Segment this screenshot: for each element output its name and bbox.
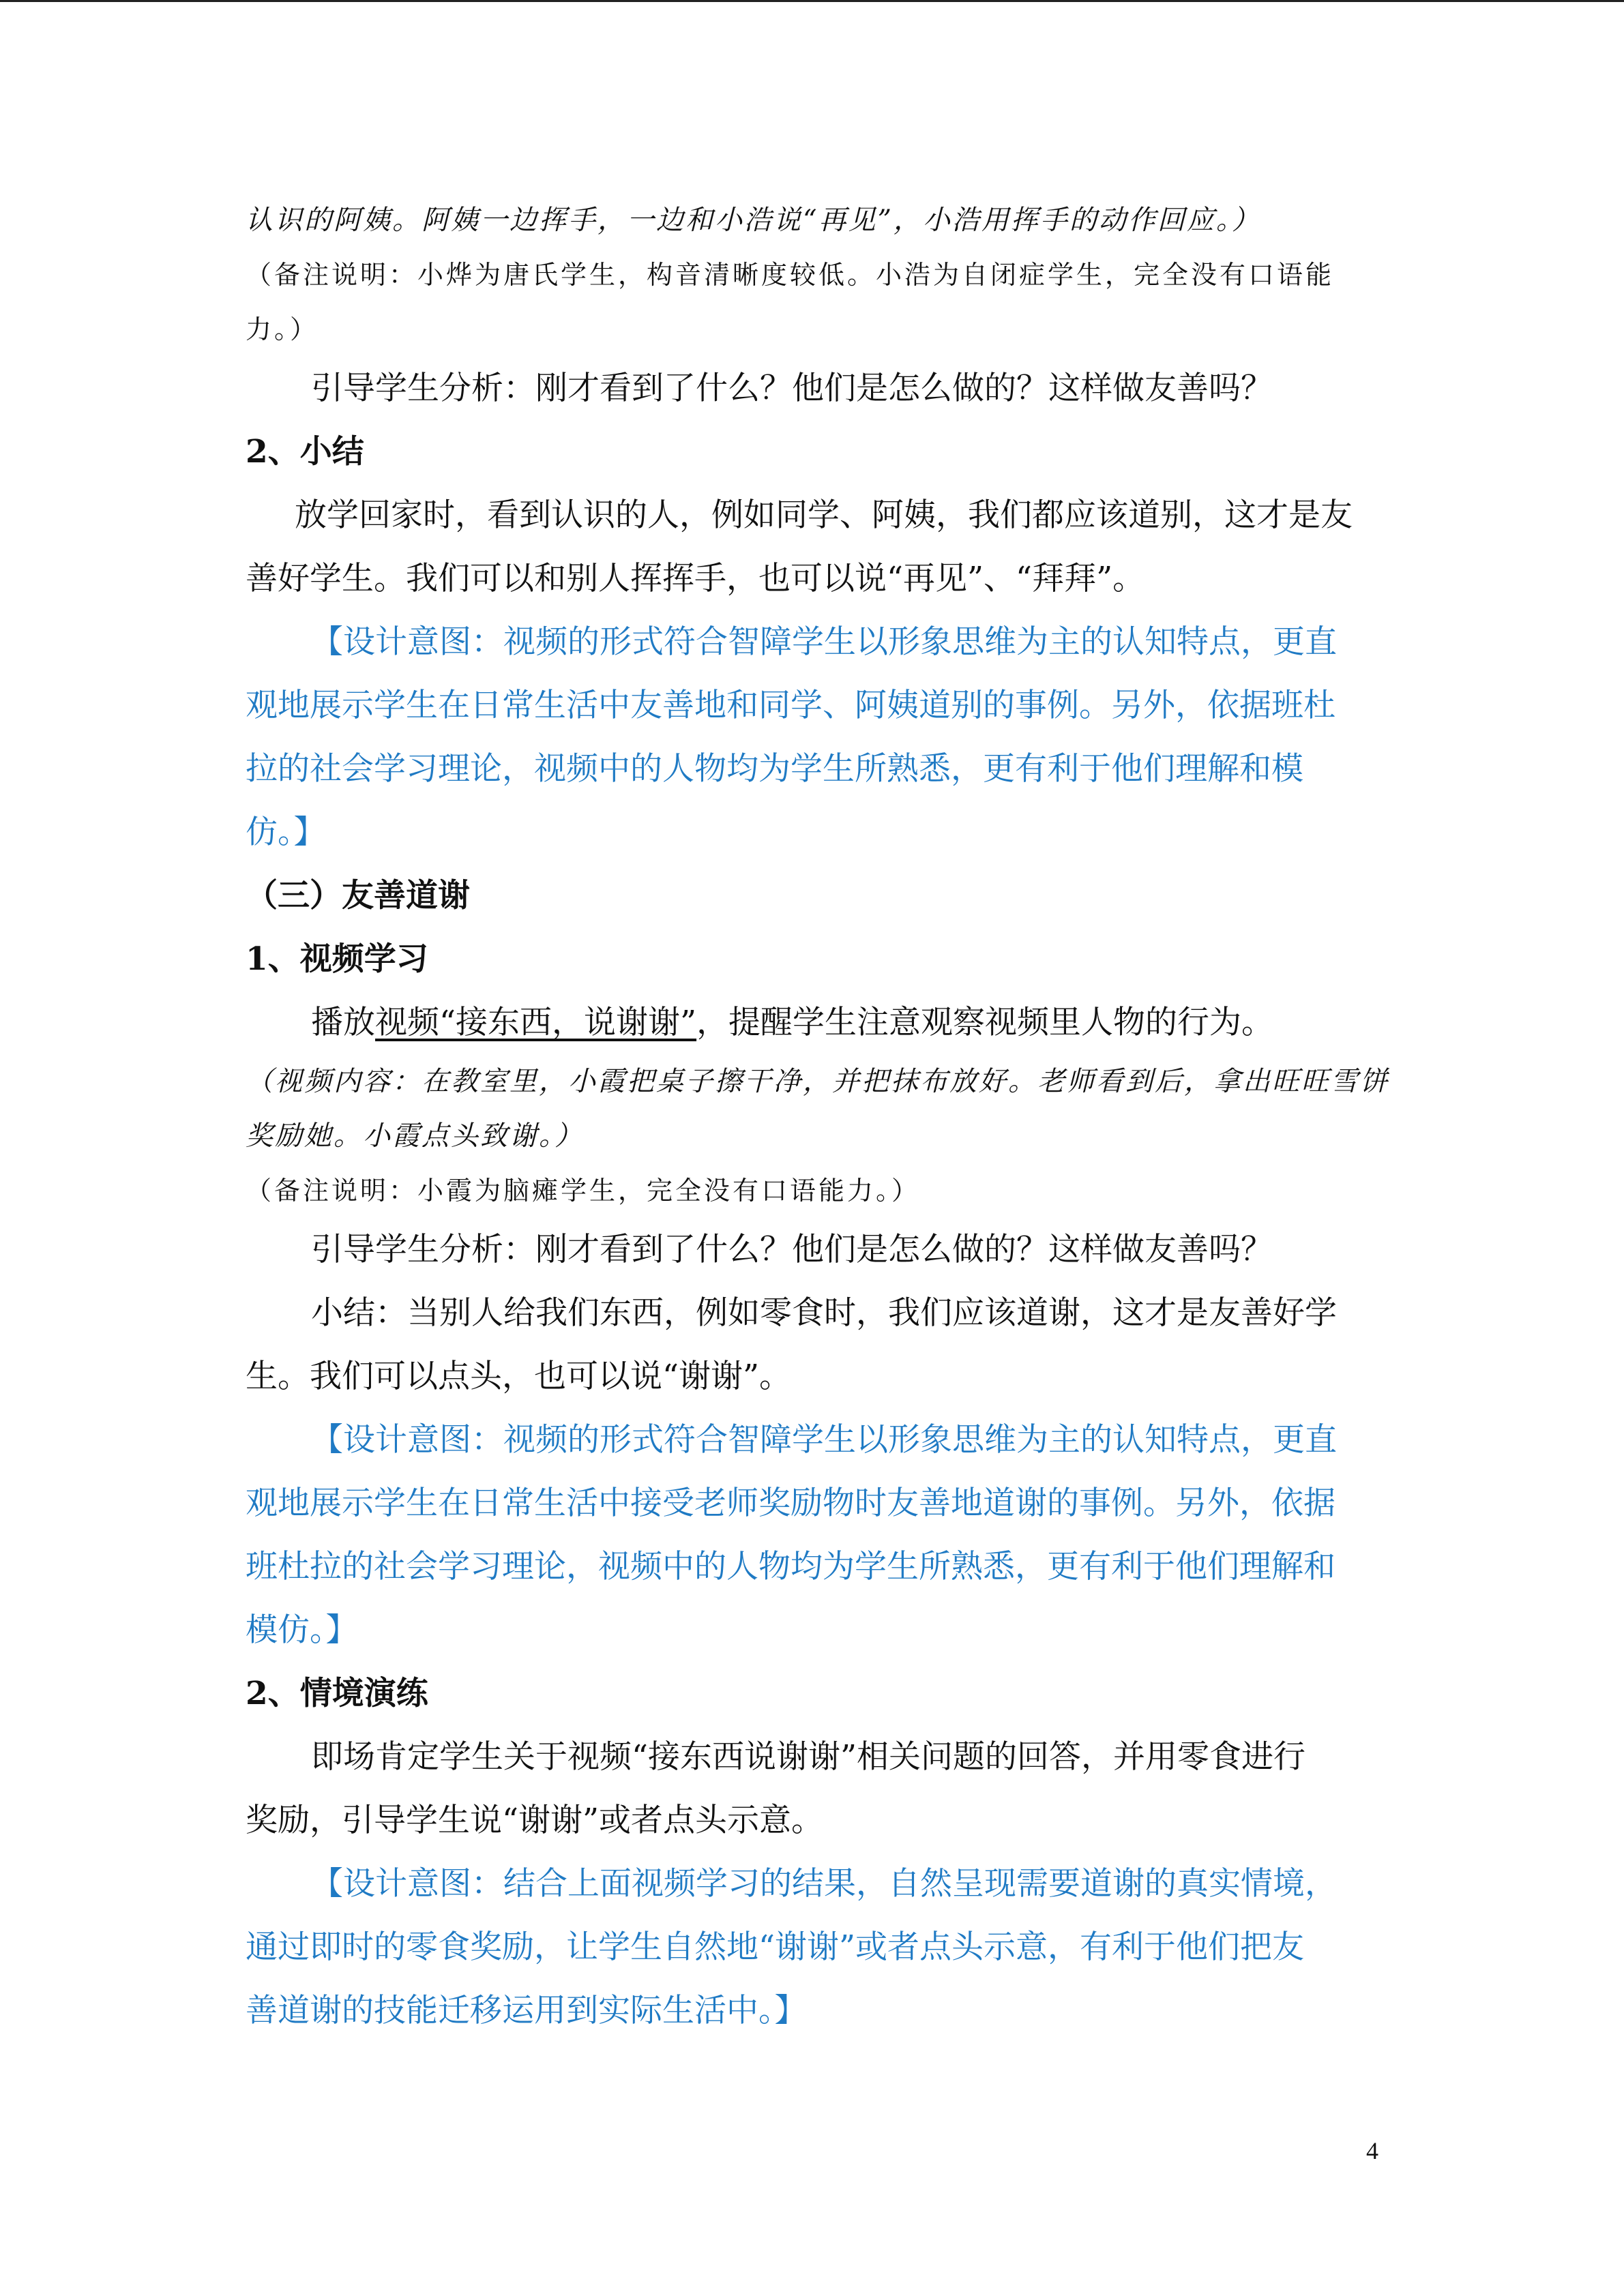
page-content: [246, 193, 1389, 2042]
design-line: 【设计意图：视频的形式符合智障学生以形象思维为主的认知特点，更直: [311, 1421, 1337, 1459]
guide-analysis-paragraph: 引导学生分析：刚才看到了什么？他们是怎么做的？这样做友善吗？: [311, 1231, 1273, 1268]
body-line: 奖励，引导学生说“谢谢”或者点头示意。: [246, 1802, 824, 1839]
design-line: 【设计意图：视频的形式符合智障学生以形象思维为主的认知特点，更直: [311, 623, 1337, 661]
design-line: 观地展示学生在日常生活中友善地和同学、阿姨道别的事例。另外，依据班杜: [246, 687, 1335, 724]
design-line: 观地展示学生在日常生活中接受老师奖励物时友善地道谢的事例。另外，依据: [246, 1485, 1335, 1522]
design-line: 善道谢的技能迁移运用到实际生活中。】: [246, 1992, 807, 2029]
body-line: 善好学生。我们可以和别人挥挥手，也可以说“再见”、“拜拜”。: [246, 560, 1145, 597]
section-heading-summary: 2、小结: [246, 433, 364, 471]
play-video-text: 播放: [311, 1004, 375, 1041]
design-line: 模仿。】: [246, 1611, 358, 1649]
body-line: 放学回家时，看到认识的人，例如同学、阿姨，我们都应该道别，这才是友: [295, 496, 1353, 534]
design-intent-block: [246, 1852, 1378, 2042]
section-heading-thanks: （三）友善道谢: [246, 877, 470, 914]
design-line: 【设计意图：结合上面视频学习的结果，自然呈现需要道谢的真实情境，: [311, 1865, 1337, 1903]
section-heading-video-learning: 1、视频学习: [246, 940, 428, 978]
guide-analysis-paragraph: 引导学生分析：刚才看到了什么？他们是怎么做的？这样做友善吗？: [311, 370, 1273, 407]
design-line: 通过即时的零食奖励，让学生自然地“谢谢”或者点头示意，有利于他们把友: [246, 1928, 1305, 1966]
design-intent-block: [246, 610, 1378, 864]
play-video-text-end: ，提醒学生注意观察视频里人物的行为。: [696, 1004, 1274, 1041]
design-line: 班杜拉的社会学习理论，视频中的人物均为学生所熟悉，更有利于他们理解和: [246, 1548, 1335, 1585]
note-line: 力。）: [246, 314, 319, 344]
body-line: 生。我们可以点头，也可以说“谢谢”。: [246, 1358, 792, 1395]
summary-paragraph: [246, 1281, 1378, 1408]
page-number: 4: [1366, 2137, 1378, 2164]
note-line: （视频内容：在教室里，小霞把桌子擦干净，并把抹布放好。老师看到后，拿出旺旺雪饼: [246, 1066, 1389, 1097]
section-heading-scenario: 2、情境演练: [246, 1675, 428, 1712]
video-content-note-end: [246, 193, 1378, 248]
body-line: 小结：当别人给我们东西，例如零食时，我们应该道谢，这才是友善好学: [311, 1294, 1337, 1332]
video-content-note: [246, 1054, 1389, 1163]
summary-paragraph: [246, 483, 1378, 610]
note-line: （备注说明：小烨为唐氏学生，构音清晰度较低。小浩为自闭症学生，完全没有口语能: [246, 260, 1335, 290]
design-line: 拉的社会学习理论，视频中的人物均为学生所熟悉，更有利于他们理解和模: [246, 750, 1303, 788]
video-link[interactable]: 视频“接东西，说谢谢”: [375, 1004, 697, 1041]
play-video-paragraph: [246, 991, 1378, 1054]
note-line: 奖励她。小霞点头致谢。）: [246, 1120, 584, 1152]
remark-note: （备注说明：小霞为脑瘫学生，完全没有口语能力。）: [246, 1176, 921, 1206]
remark-note: [246, 248, 1378, 357]
scenario-paragraph: [246, 1725, 1378, 1852]
design-line: 仿。】: [246, 814, 326, 851]
body-line: 即场肯定学生关于视频“接东西说谢谢”相关问题的回答，并用零食进行: [311, 1738, 1306, 1776]
note-line: 认识的阿姨。阿姨一边挥手，一边和小浩说“再见”，小浩用挥手的动作回应。）: [246, 205, 1261, 236]
design-intent-block: [246, 1408, 1378, 1662]
